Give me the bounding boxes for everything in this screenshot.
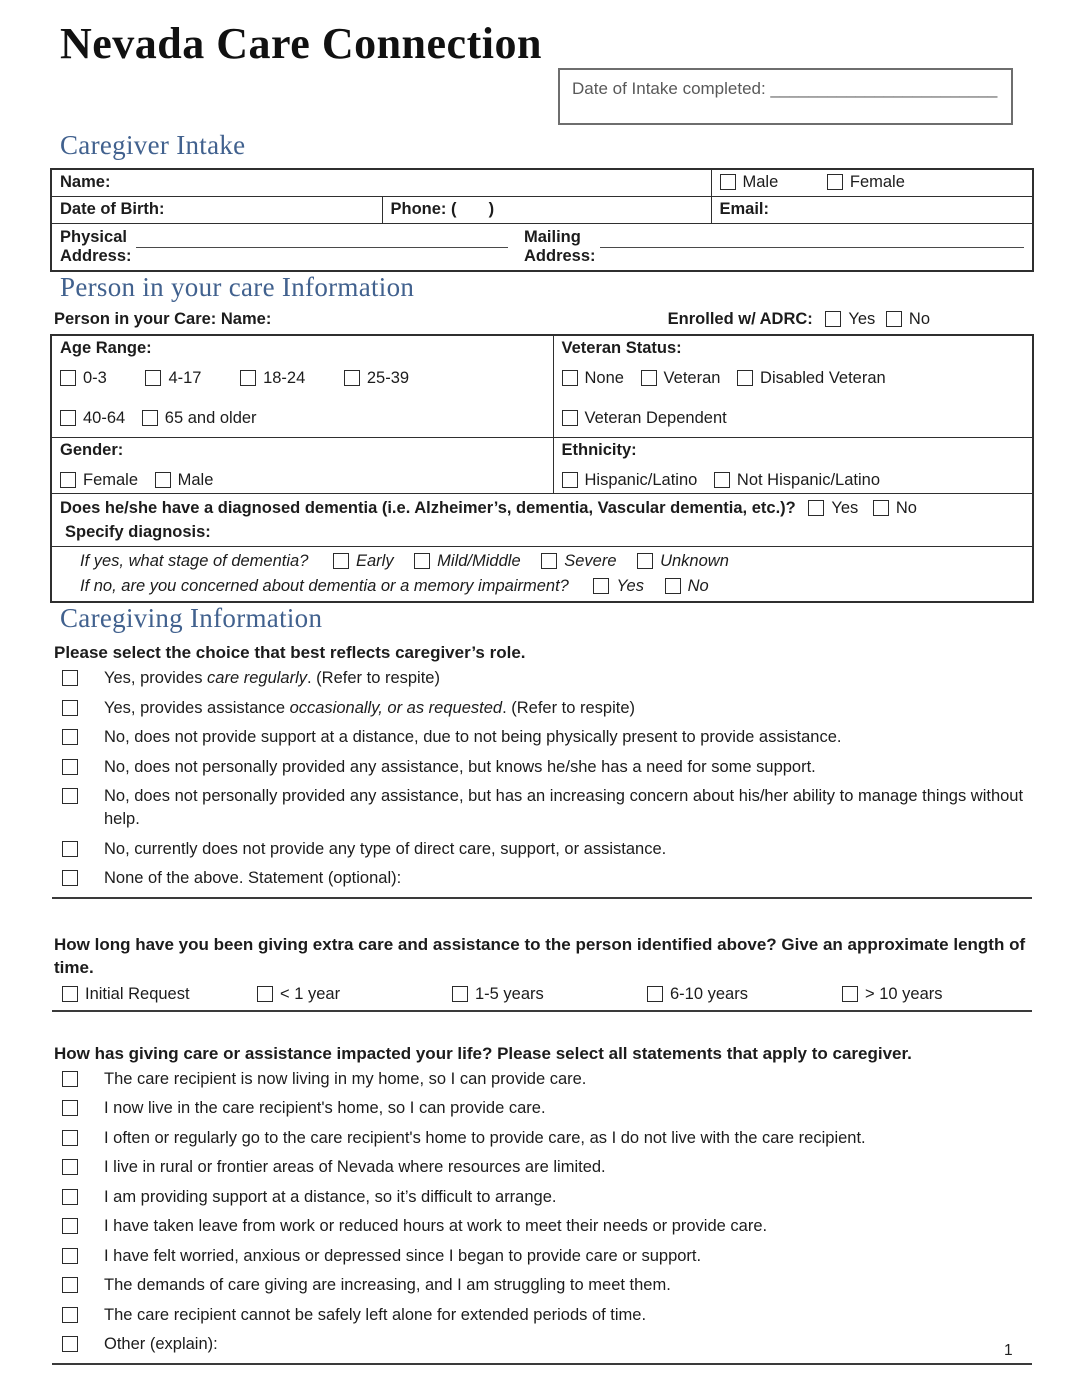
impact-prompt: How has giving care or assistance impacted your life? Please select all statements that apply to caregiver. (54, 1043, 912, 1063)
impact-option-row (52, 1304, 1032, 1327)
spacer (52, 1012, 1032, 1036)
phone-cell[interactable] (382, 197, 711, 224)
checkbox-duration-lt-1-year[interactable] (257, 986, 273, 1002)
checkbox-role-none-of-above[interactable] (62, 870, 78, 886)
table-row (51, 335, 1033, 438)
impact-option-label: I have felt worried, anxious or depressed since I began to provide care or support. (104, 1246, 702, 1265)
care-person-name-label[interactable]: Person in your Care: Name: (54, 310, 272, 328)
role-option-label: No, does not personally provided any assistance, but has an increasing concern about his/her ability to manage things without help. (104, 787, 1024, 828)
duration-option-label: 6-10 years (670, 984, 748, 1003)
impact-option-row (52, 1333, 1032, 1356)
checkbox-age-40-64[interactable] (60, 410, 76, 426)
role-option-row (52, 726, 1032, 749)
checkbox-impact-live-in-recipients-home[interactable] (62, 1100, 78, 1116)
email-cell[interactable] (711, 197, 1033, 224)
age-option (344, 369, 409, 387)
veteran-option (737, 369, 886, 387)
concern-yes-label: Yes (616, 577, 644, 595)
adrc-label: Enrolled w/ ADRC: (667, 310, 813, 328)
physical-address-label: Physical Address: (60, 228, 132, 265)
role-option-row (52, 667, 1032, 690)
stage-question-row (80, 549, 1024, 574)
impact-option-label: I am providing support at a distance, so it’s difficult to arrange. (104, 1187, 557, 1206)
concern-no-label: No (687, 577, 709, 595)
age-option (60, 409, 125, 427)
name-cell[interactable] (51, 169, 711, 197)
gender-label: Gender: (60, 441, 124, 459)
checkbox-gender-male[interactable] (155, 472, 171, 488)
impact-option-row (52, 1156, 1032, 1179)
spacer (52, 899, 1032, 927)
stage-option (637, 552, 729, 570)
checkbox-role-no-direct-care[interactable] (62, 841, 78, 857)
document-title: Nevada Care Connection (60, 19, 542, 68)
gender-option-label: Female (83, 471, 139, 489)
care-person-table (50, 334, 1034, 603)
dementia-yes-option (808, 499, 858, 517)
table-row (51, 169, 1033, 197)
checkbox-gender-female[interactable] (60, 472, 76, 488)
section-heading-care-person: Person in your care Information (60, 272, 415, 302)
duration-option-label: < 1 year (280, 984, 341, 1003)
section-heading-caregiving: Caregiving Information (60, 603, 323, 633)
female-option (827, 173, 905, 191)
dob-cell[interactable] (51, 197, 382, 224)
checkbox-role-provides-regularly[interactable] (62, 670, 78, 686)
checkbox-veteran-dependent[interactable] (562, 410, 578, 426)
checkbox-concern-no[interactable] (665, 578, 681, 594)
age-option (142, 409, 257, 427)
age-label: 0-3 (83, 369, 107, 387)
checkbox-dementia-no[interactable] (873, 500, 889, 516)
ethnicity-cell (553, 438, 1033, 494)
checkbox-adrc-yes[interactable] (825, 311, 841, 327)
checkbox-age-4-17[interactable] (145, 370, 161, 386)
role-option-label: No, does not personally provided any assistance, but knows he/she has a need for some support. (104, 757, 816, 776)
dementia-question-cell (51, 494, 1033, 547)
impact-option-label: Other (explain): (104, 1335, 218, 1353)
role-option-label: Yes, provides care regularly. (Refer to respite) (104, 669, 440, 687)
mailing-address-input-line[interactable] (600, 247, 1024, 248)
veteran-option (562, 409, 727, 427)
age-label: 40-64 (83, 409, 126, 427)
impact-option-row (52, 1127, 1032, 1150)
impact-option-label: The care recipient is now living in my home, so I can provide care. (104, 1069, 587, 1088)
checkbox-role-provides-occasionally[interactable] (62, 700, 78, 716)
ethnicity-option (714, 471, 880, 489)
veteran-status-cell (553, 335, 1033, 438)
table-row (51, 547, 1033, 603)
checkbox-stage-severe[interactable] (541, 553, 557, 569)
checkbox-stage-early[interactable] (333, 553, 349, 569)
duration-option (647, 985, 842, 1004)
veteran-option (641, 369, 721, 387)
checkbox-age-65-older[interactable] (142, 410, 158, 426)
checkbox-concern-yes[interactable] (593, 578, 609, 594)
checkbox-ethnicity-not-hispanic[interactable] (714, 472, 730, 488)
care-person-name-row (54, 310, 1032, 329)
veteran-label: Disabled Veteran (760, 369, 886, 387)
role-option-label: No, currently does not provide any type of direct care, support, or assistance. (104, 839, 667, 858)
checkbox-veteran-none[interactable] (562, 370, 578, 386)
veteran-label: None (584, 369, 624, 387)
concern-question-label: If no, are you concerned about dementia or a memory impairment? (80, 577, 569, 595)
stage-option-label: Unknown (660, 552, 729, 570)
name-label: Name: (60, 173, 111, 191)
duration-option (452, 985, 647, 1004)
dementia-yes-no-group (808, 499, 917, 517)
age-label: 65 and older (164, 409, 257, 427)
stage-option-label: Early (355, 552, 394, 570)
age-label: 25-39 (366, 369, 410, 387)
checkbox-duration-6-10-years[interactable] (647, 986, 663, 1002)
adrc-no-option (886, 310, 930, 328)
checkbox-stage-mild-middle[interactable] (414, 553, 430, 569)
checkbox-impact-rural-frontier[interactable] (62, 1159, 78, 1175)
age-range-cell (51, 335, 553, 438)
checkbox-duration-initial-request[interactable] (62, 986, 78, 1002)
duration-options-row (52, 985, 1032, 1004)
age-label: 18-24 (263, 369, 306, 387)
table-row (51, 494, 1033, 547)
dementia-no-option (873, 499, 917, 517)
date-of-intake-box (558, 68, 1013, 125)
concern-no-option (665, 577, 709, 595)
female-label: Female (849, 173, 905, 191)
adrc-yes-label: Yes (848, 310, 876, 328)
veteran-label: Veteran (663, 369, 721, 387)
veteran-label: Veteran Dependent (584, 409, 727, 427)
role-option-row (52, 785, 1032, 831)
impact-option-label: I often or regularly go to the care recipient's home to provide care, as I do not live with the care recipient. (104, 1128, 866, 1147)
concern-question-row (80, 574, 1024, 599)
stage-option-label: Mild/Middle (437, 552, 521, 570)
caregiver-intake-table (50, 168, 1034, 272)
checkbox-duration-gt-10-years[interactable] (842, 986, 858, 1002)
duration-option (842, 985, 1037, 1004)
veteran-option (562, 369, 624, 387)
age-options-row2 (60, 408, 545, 429)
caregiver-sex-cell (711, 169, 1033, 197)
adrc-no-label: No (908, 310, 930, 328)
address-cell (51, 224, 1033, 272)
ethnicity-option-label: Hispanic/Latino (584, 471, 698, 489)
checkbox-caregiver-female[interactable] (827, 174, 843, 190)
table-row (51, 224, 1033, 272)
age-option (145, 369, 201, 387)
checkbox-age-25-39[interactable] (344, 370, 360, 386)
impact-option-row (52, 1097, 1032, 1120)
stage-option-label: Severe (564, 552, 617, 570)
checkbox-adrc-no[interactable] (886, 311, 902, 327)
stage-option (333, 552, 394, 570)
impact-option-label: The care recipient cannot be safely left alone for extended periods of time. (104, 1305, 647, 1324)
dementia-no-label: No (895, 499, 917, 517)
checkbox-role-knows-need[interactable] (62, 759, 78, 775)
date-of-intake-input-line[interactable]: ________________________ (770, 79, 998, 98)
role-option-row (52, 756, 1032, 779)
adrc-group (668, 310, 930, 329)
checkbox-veteran-disabled[interactable] (737, 370, 753, 386)
dementia-yes-label: Yes (831, 499, 859, 517)
role-option-label: No, does not provide support at a distance, due to not being physically present to provide assistance. (104, 728, 842, 746)
impact-option-label: I live in rural or frontier areas of Nevada where resources are limited. (104, 1158, 606, 1176)
impact-option-row (52, 1274, 1032, 1297)
role-option-row (52, 838, 1032, 861)
section-heading-caregiver-intake: Caregiver Intake (60, 130, 246, 160)
veteran-options-row2 (562, 408, 1025, 429)
dementia-stage-cell (51, 547, 1033, 603)
dob-label: Date of Birth: (60, 200, 165, 218)
gender-option (155, 471, 214, 489)
gender-option (60, 471, 138, 489)
checkbox-duration-1-5-years[interactable] (452, 986, 468, 1002)
phone-label: Phone: ( ) (390, 200, 495, 218)
adrc-yes-option (825, 310, 875, 328)
duration-prompt: How long have you been giving extra care and assistance to the person identified above? Give an approximate length of time. (54, 934, 1026, 977)
role-prompt: Please select the choice that best reflects caregiver’s role. (54, 643, 526, 662)
checkbox-dementia-yes[interactable] (808, 500, 824, 516)
role-option-row (52, 867, 1032, 890)
document-header (52, 0, 1032, 130)
checkbox-impact-worried-anxious[interactable] (62, 1248, 78, 1264)
impact-option-row (52, 1245, 1032, 1268)
date-of-intake-label: Date of Intake completed: (572, 79, 766, 98)
checkbox-impact-demands-increasing[interactable] (62, 1277, 78, 1293)
ethnicity-label: Ethnicity: (561, 441, 637, 459)
age-label: 4-17 (168, 369, 202, 387)
other-explain-input-line[interactable] (52, 1363, 1032, 1365)
role-option-label: None of the above. Statement (optional): (104, 869, 402, 887)
checkbox-role-increasing-concern[interactable] (62, 788, 78, 804)
stage-option (541, 552, 616, 570)
email-label: Email: (719, 200, 770, 218)
impact-option-row (52, 1068, 1032, 1091)
ethnicity-option (562, 471, 698, 489)
duration-option-label: 1-5 years (475, 984, 544, 1003)
male-label: Male (742, 173, 779, 191)
veteran-options-row1 (562, 368, 1025, 389)
gender-cell (51, 438, 553, 494)
duration-option-label: Initial Request (85, 984, 190, 1003)
checkbox-impact-other-explain[interactable] (62, 1336, 78, 1352)
ethnicity-option-label: Not Hispanic/Latino (736, 471, 880, 489)
impact-option-label: The demands of care giving are increasing, and I am struggling to meet them. (104, 1276, 671, 1294)
specify-diagnosis-label[interactable]: Specify diagnosis: (65, 523, 211, 541)
concern-yes-option (593, 577, 644, 595)
male-option (720, 173, 779, 191)
gender-option-label: Male (177, 471, 214, 489)
age-option (60, 369, 107, 387)
dementia-question-row (60, 496, 1024, 520)
checkbox-impact-leave-from-work[interactable] (62, 1218, 78, 1234)
page-number: 1 (1004, 1342, 1013, 1359)
impact-option-label: I have taken leave from work or reduced hours at work to meet their needs or provide care. (104, 1217, 768, 1235)
checkbox-veteran-veteran[interactable] (641, 370, 657, 386)
duration-option (257, 985, 452, 1004)
checkbox-age-0-3[interactable] (60, 370, 76, 386)
duration-option-label: > 10 years (865, 984, 943, 1003)
checkbox-caregiver-male[interactable] (720, 174, 736, 190)
physical-address-input-line[interactable] (136, 247, 508, 248)
impact-option-row (52, 1186, 1032, 1209)
role-option-row (52, 697, 1032, 720)
veteran-status-label: Veteran Status: (561, 339, 682, 357)
table-row (51, 197, 1033, 224)
checkbox-impact-support-at-distance[interactable] (62, 1189, 78, 1205)
impact-option-row (52, 1215, 1032, 1238)
dementia-question-label: Does he/she have a diagnosed dementia (i.e. Alzheimer’s, dementia, Vascular dementia, etc.)? (60, 499, 796, 517)
impact-option-label: I now live in the care recipient's home, so I can provide care. (104, 1099, 546, 1117)
stage-question-label: If yes, what stage of dementia? (80, 552, 309, 570)
checkbox-impact-recipient-in-my-home[interactable] (62, 1071, 78, 1087)
ethnicity-options (562, 470, 1025, 491)
checkbox-role-no-distance-support[interactable] (62, 729, 78, 745)
checkbox-impact-go-to-recipients-home[interactable] (62, 1130, 78, 1146)
table-row (51, 438, 1033, 494)
mailing-address-label: Mailing Address: (524, 228, 596, 265)
stage-option (414, 552, 520, 570)
age-options-row1 (60, 368, 545, 389)
role-option-label: Yes, provides assistance occasionally, or as requested. (Refer to respite) (104, 698, 636, 717)
age-option (240, 369, 305, 387)
checkbox-impact-cannot-be-left-alone[interactable] (62, 1307, 78, 1323)
gender-options (60, 470, 545, 491)
checkbox-age-18-24[interactable] (240, 370, 256, 386)
duration-option (62, 985, 257, 1004)
checkbox-stage-unknown[interactable] (637, 553, 653, 569)
age-range-label: Age Range: (60, 339, 152, 357)
checkbox-ethnicity-hispanic[interactable] (562, 472, 578, 488)
